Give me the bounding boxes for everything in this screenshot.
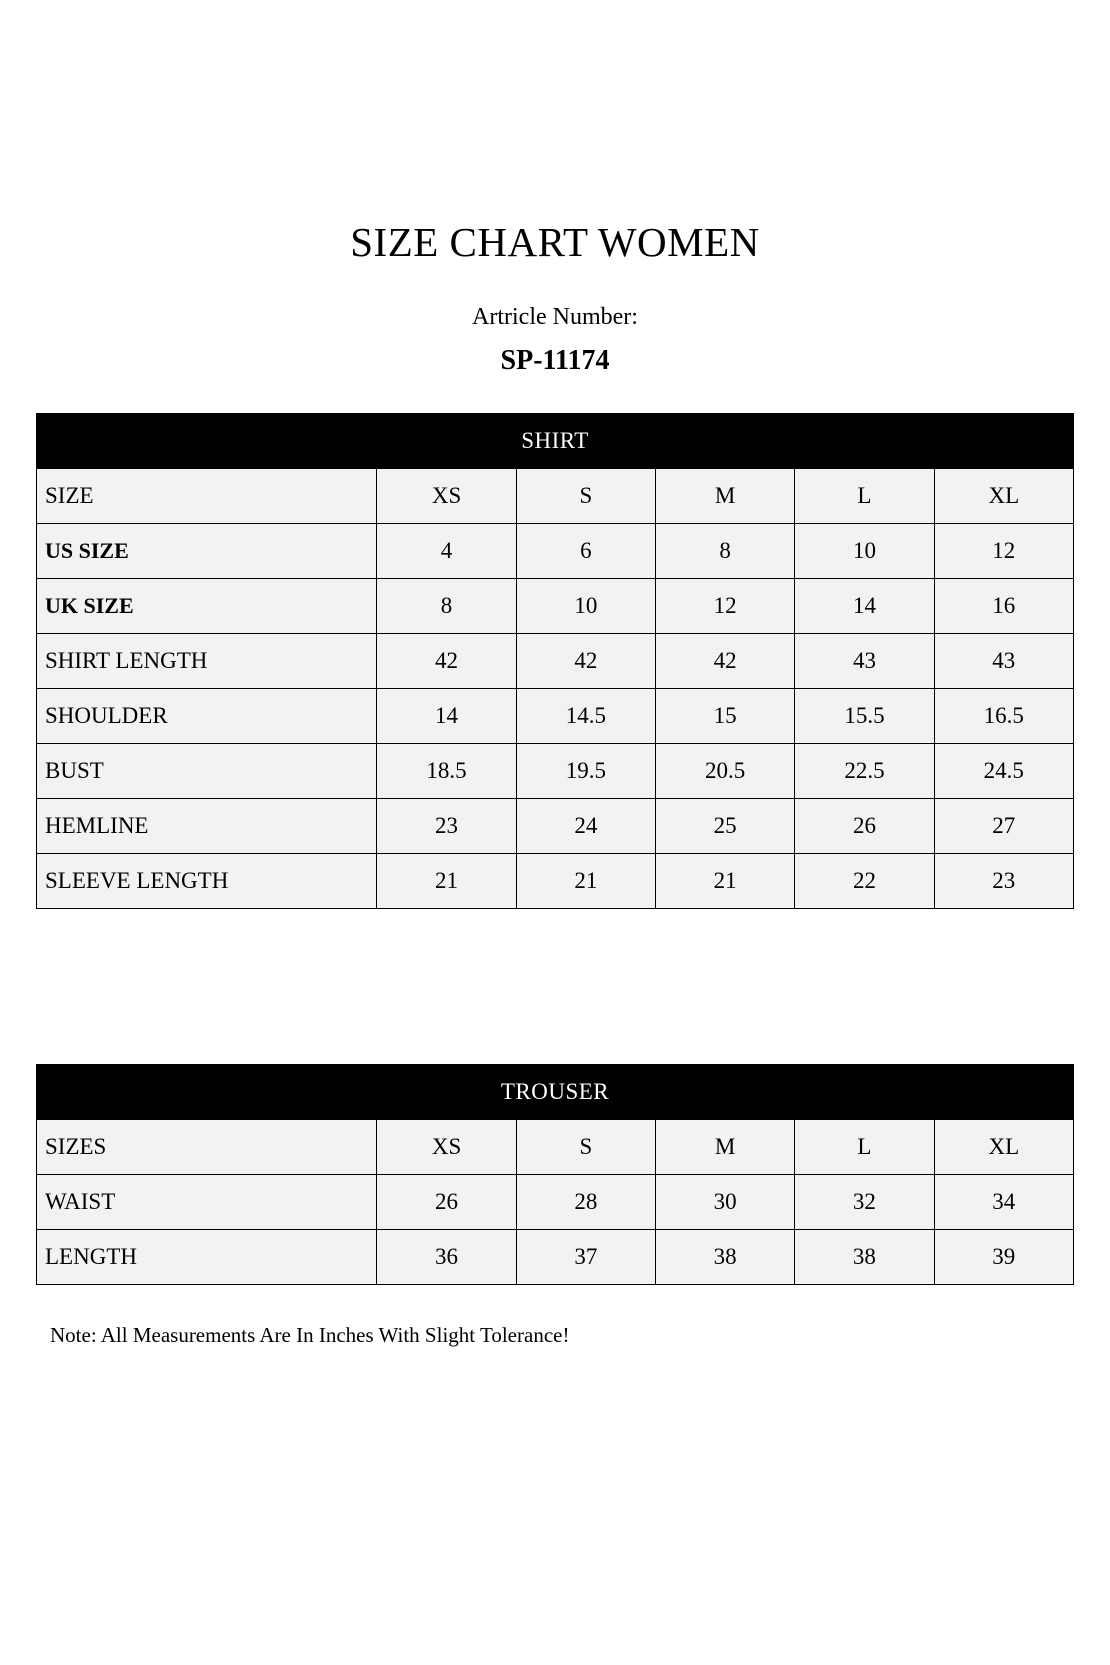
- cell-value: 21: [656, 854, 795, 909]
- table-row: [37, 854, 1074, 909]
- column-header-m: M: [655, 1120, 794, 1175]
- trouser-size-table: [36, 1064, 1074, 1285]
- cell-value: 37: [516, 1230, 655, 1285]
- cell-value: 42: [377, 634, 516, 689]
- column-header-xl: XL: [934, 469, 1073, 524]
- column-header-sizes: SIZES: [37, 1120, 377, 1175]
- cell-value: 20.5: [656, 744, 795, 799]
- column-header-s: S: [516, 1120, 655, 1175]
- row-label: SHIRT LENGTH: [37, 634, 377, 689]
- cell-value: 22.5: [795, 744, 934, 799]
- cell-value: 24.5: [934, 744, 1073, 799]
- column-header-l: L: [795, 469, 934, 524]
- cell-value: 22: [795, 854, 934, 909]
- row-label: LENGTH: [37, 1230, 377, 1285]
- column-header-size: SIZE: [37, 469, 377, 524]
- table-row: [37, 689, 1074, 744]
- trouser-band-title: TROUSER: [37, 1065, 1074, 1120]
- cell-value: 12: [656, 579, 795, 634]
- column-header-l: L: [795, 1120, 934, 1175]
- row-label: US SIZE: [37, 524, 377, 579]
- cell-value: 16: [934, 579, 1073, 634]
- table-band-row: [37, 414, 1074, 469]
- cell-value: 38: [655, 1230, 794, 1285]
- cell-value: 42: [656, 634, 795, 689]
- cell-value: 6: [516, 524, 655, 579]
- measurement-note: Note: All Measurements Are In Inches With Slight Tolerance!: [50, 1323, 570, 1347]
- cell-value: 39: [934, 1230, 1073, 1285]
- cell-value: 25: [656, 799, 795, 854]
- table-row: [37, 579, 1074, 634]
- column-header-xs: XS: [377, 1120, 516, 1175]
- row-label: UK SIZE: [37, 579, 377, 634]
- table-header-row: [37, 1120, 1074, 1175]
- cell-value: 38: [795, 1230, 934, 1285]
- table-row: [37, 1175, 1074, 1230]
- cell-value: 4: [377, 524, 516, 579]
- column-header-xs: XS: [377, 469, 516, 524]
- table-row: [37, 744, 1074, 799]
- cell-value: 10: [516, 579, 655, 634]
- table-row: [37, 799, 1074, 854]
- cell-value: 42: [516, 634, 655, 689]
- row-label: WAIST: [37, 1175, 377, 1230]
- table-row: [37, 1230, 1074, 1285]
- cell-value: 23: [934, 854, 1073, 909]
- column-header-m: M: [656, 469, 795, 524]
- cell-value: 26: [377, 1175, 516, 1230]
- article-number-value: SP-11174: [500, 345, 610, 376]
- cell-value: 14: [377, 689, 516, 744]
- cell-value: 27: [934, 799, 1073, 854]
- cell-value: 12: [934, 524, 1073, 579]
- row-label: HEMLINE: [37, 799, 377, 854]
- shirt-size-table: [36, 413, 1074, 909]
- cell-value: 21: [516, 854, 655, 909]
- cell-value: 14.5: [516, 689, 655, 744]
- row-label: SLEEVE LENGTH: [37, 854, 377, 909]
- table-row: [37, 634, 1074, 689]
- cell-value: 19.5: [516, 744, 655, 799]
- cell-value: 30: [655, 1175, 794, 1230]
- cell-value: 36: [377, 1230, 516, 1285]
- row-label: SHOULDER: [37, 689, 377, 744]
- cell-value: 14: [795, 579, 934, 634]
- cell-value: 43: [795, 634, 934, 689]
- table-row: [37, 524, 1074, 579]
- cell-value: 15: [656, 689, 795, 744]
- column-header-xl: XL: [934, 1120, 1073, 1175]
- cell-value: 8: [656, 524, 795, 579]
- row-label: BUST: [37, 744, 377, 799]
- cell-value: 32: [795, 1175, 934, 1230]
- cell-value: 16.5: [934, 689, 1073, 744]
- table-band-row: [37, 1065, 1074, 1120]
- cell-value: 23: [377, 799, 516, 854]
- cell-value: 24: [516, 799, 655, 854]
- article-number-label: Artricle Number:: [472, 304, 638, 330]
- table-header-row: [37, 469, 1074, 524]
- cell-value: 18.5: [377, 744, 516, 799]
- page-title: SIZE CHART WOMEN: [350, 219, 760, 265]
- cell-value: 28: [516, 1175, 655, 1230]
- shirt-band-title: SHIRT: [37, 414, 1074, 469]
- cell-value: 8: [377, 579, 516, 634]
- cell-value: 34: [934, 1175, 1073, 1230]
- cell-value: 10: [795, 524, 934, 579]
- cell-value: 21: [377, 854, 516, 909]
- cell-value: 15.5: [795, 689, 934, 744]
- column-header-s: S: [516, 469, 655, 524]
- cell-value: 26: [795, 799, 934, 854]
- cell-value: 43: [934, 634, 1073, 689]
